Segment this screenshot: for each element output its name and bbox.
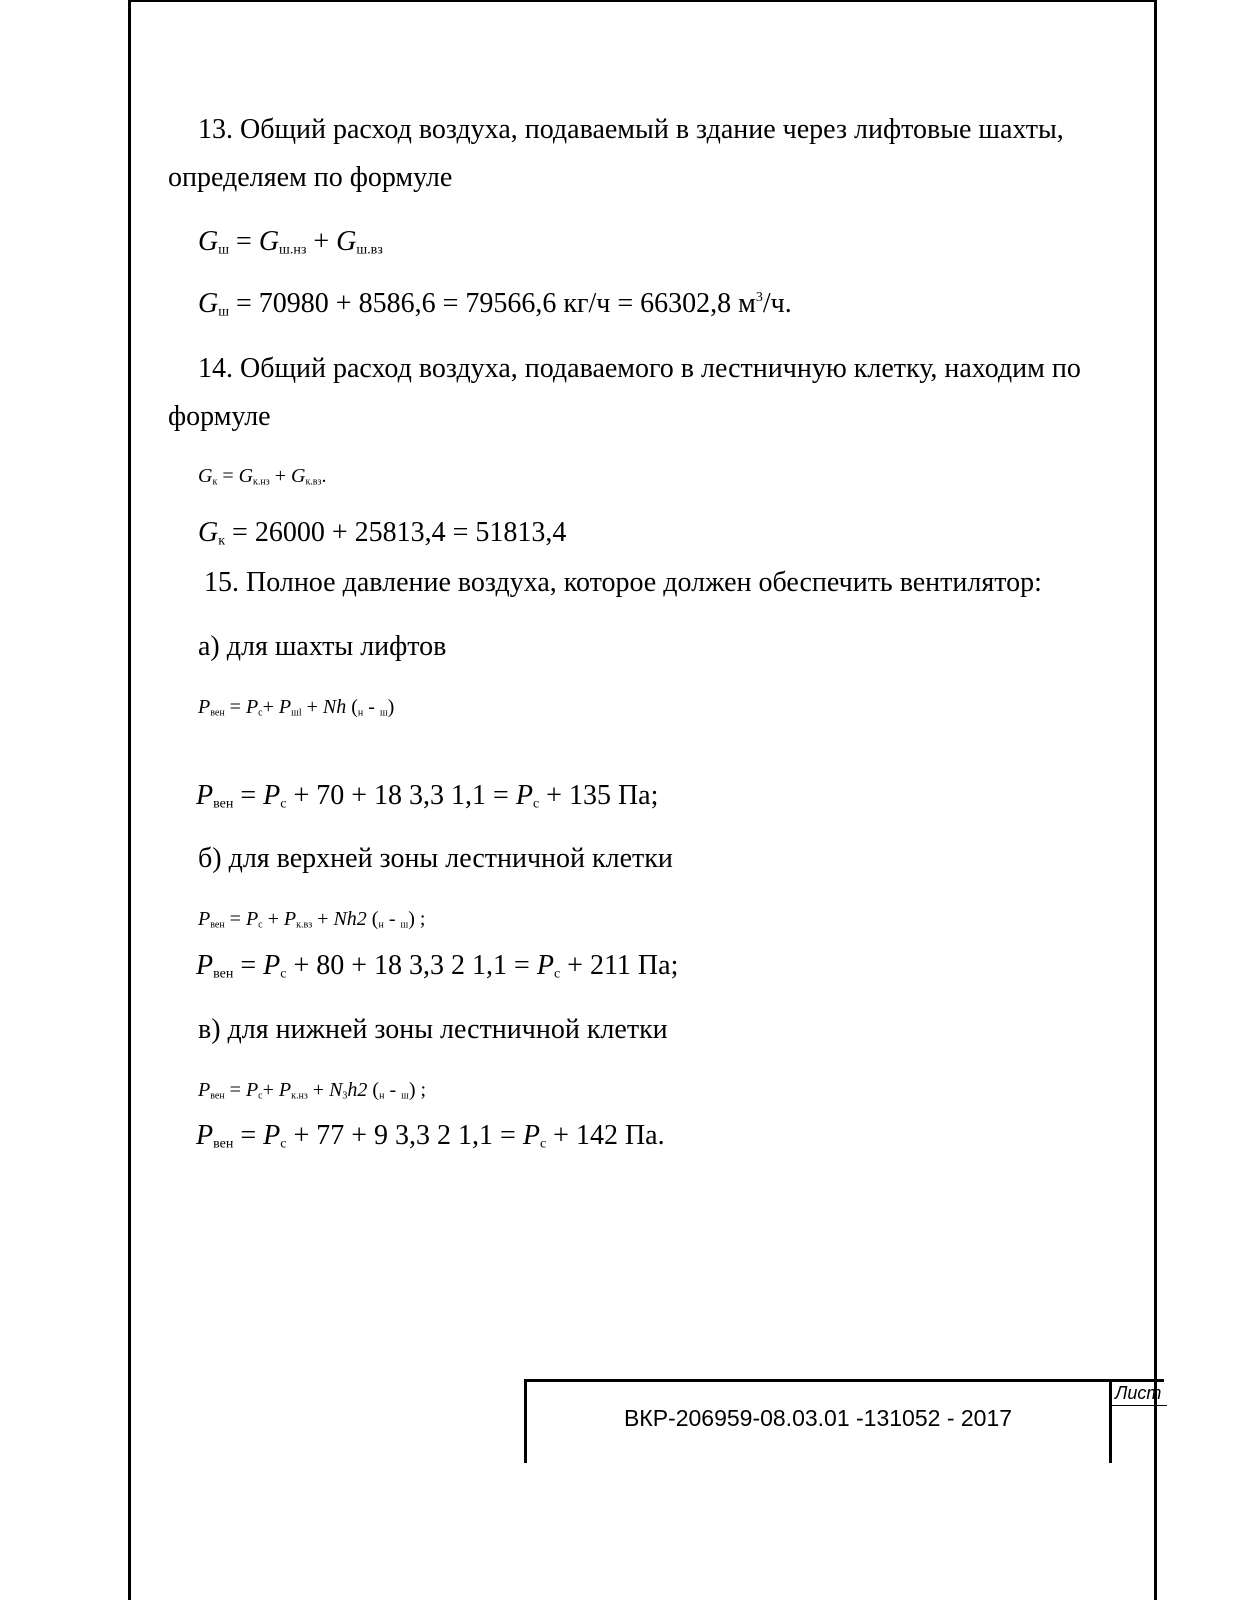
item-a-label: а) для шахты лифтов <box>198 631 447 662</box>
item-13-line-1: 13. Общий расход воздуха, подаваемый в здание через лифтовые шахты, <box>198 114 1064 145</box>
item-15-heading: 15. Полное давление воздуха, которое должен обеспечить вентилятор: <box>204 567 1042 598</box>
calc-p-lower: $P_{вен} = P_с + 77 + 9$ 3,3 2 $1,1 = P_с + 142$ Па. <box>196 1120 665 1152</box>
formula-g-stair: $G_к = G_{к.нз} + G_{к.вз}$. <box>198 465 327 488</box>
calc-p-shaft: $P_{вен} = P_с + 70 + 18$ 3,3 $1,1 = P_с + 135$ Па; <box>196 780 659 812</box>
item-c-label: в) для нижней зоны лестничной клетки <box>198 1014 668 1045</box>
sheet-label: Лист <box>1115 1383 1162 1403</box>
formula-p-lower: $P_{вен} = P_с+ P_{к.нз} + N_3h2$ $(_н - _ш)$ ; <box>198 1079 427 1102</box>
page-frame-right <box>1154 0 1157 1600</box>
item-14-line-1: 14. Общий расход воздуха, подаваемого в лестничную клетку, находим по <box>198 353 1081 384</box>
item-14-line-2: формуле <box>168 401 271 432</box>
calc-g-shaft: $G_ш = 70980 + 8586,6 = 79566,6$ кг/ч = 66302,8 $м^3/ч$. <box>198 288 792 320</box>
stamp-right-border <box>1109 1379 1112 1463</box>
calc-g-stair: $G_к = 26000 + 25813,4 = 51813,4$ <box>198 517 567 549</box>
document-code: ВКР-206959-08.03.01 -131052 - 2017 <box>623 1405 1013 1431</box>
item-13-line-2: определяем по формуле <box>168 162 453 193</box>
item-b-label: б) для верхней зоны лестничной клетки <box>198 843 673 874</box>
page-frame-top <box>128 0 1157 2</box>
stamp-top-border <box>524 1379 1164 1382</box>
formula-p-upper: $P_{вен} = P_с + P_{к.вз} + Nh2$ $(_н - _ш)$ ; <box>198 908 426 931</box>
formula-g-shaft: $G_ш = G_{ш.нз} + G_{ш.вз}$ <box>198 226 383 258</box>
formula-p-shaft: $P_{вен} = P_с+ P_{шl} + Nh$ $(_н - _ш)$ <box>198 696 395 719</box>
page-frame-left <box>128 0 131 1600</box>
calc-p-upper: $P_{вен} = P_с + 80 + 18$ 3,3 2 $1,1 = P_с + 211$ Па; <box>196 950 679 982</box>
stamp-sheet-divider <box>1109 1405 1167 1406</box>
